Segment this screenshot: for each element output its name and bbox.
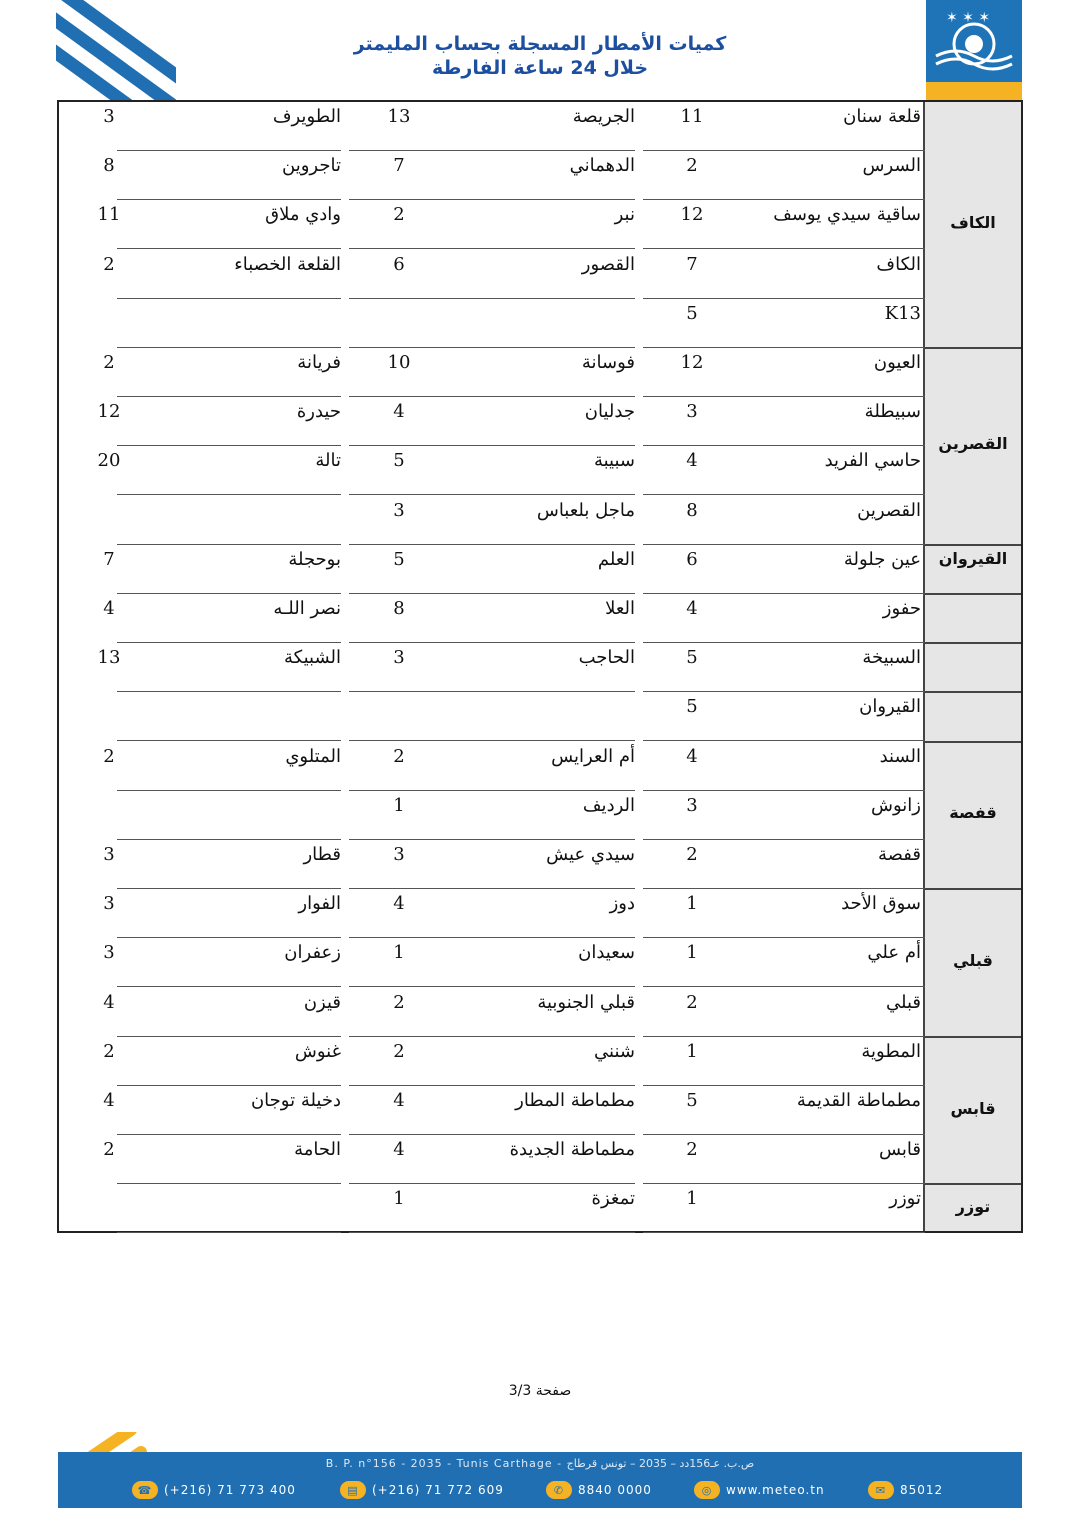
rainfall-value: 12 (97, 401, 121, 423)
footer-hotline-text: 8840 0000 (578, 1483, 652, 1497)
station-name: سبيطلة (864, 401, 921, 423)
table-row (59, 496, 925, 545)
footer-hotline[interactable] (546, 1477, 652, 1503)
station-name: سوق الأحد (841, 893, 921, 915)
station-name: نبر (614, 204, 635, 226)
table-row (59, 200, 925, 249)
rainfall-value: 3 (393, 499, 405, 521)
rainfall-value: 6 (393, 253, 405, 275)
governorate-subdivider (925, 642, 1021, 644)
rainfall-value: 1 (686, 893, 698, 915)
station-name: القصور (581, 253, 635, 275)
station-name: ساقية سيدي يوسف (773, 204, 921, 226)
rainfall-value: 4 (393, 1139, 405, 1161)
station-name: العيون (873, 352, 921, 373)
footer-website[interactable] (694, 1477, 825, 1503)
rainfall-value: 5 (686, 302, 698, 324)
rainfall-value: 4 (686, 450, 698, 472)
globe-icon: ◎ (694, 1481, 720, 1499)
table-row (59, 250, 925, 299)
governorate-label: توزر (955, 1197, 991, 1216)
rainfall-value: 12 (680, 204, 704, 226)
governorate-divider (925, 888, 1021, 890)
footer-bar (58, 1452, 1022, 1508)
rainfall-value: 11 (97, 204, 121, 226)
station-name: K13 (884, 302, 921, 324)
title-line-1: كميات الأمطار المسجلة بحساب المليمتر (353, 33, 727, 55)
station-name: فوسانة (581, 352, 635, 373)
station-name: الكاف (876, 253, 921, 275)
station-name: بوحجلة (288, 548, 341, 570)
station-name: الجريصة (572, 106, 635, 127)
page-title (300, 32, 780, 80)
table-row (59, 840, 925, 889)
table-row (59, 102, 925, 151)
governorate-divider (925, 544, 1021, 546)
station-name: عين جلولة (843, 548, 921, 570)
rainfall-value: 13 (97, 647, 121, 669)
footer-phone[interactable] (132, 1477, 296, 1503)
rainfall-value: 4 (393, 1090, 405, 1111)
rainfall-value: 3 (103, 106, 115, 127)
rainfall-value: 4 (393, 893, 405, 915)
station-name: مطماطة الجديدة (509, 1139, 635, 1161)
station-name: زانوش (871, 794, 921, 816)
table-row (59, 545, 925, 594)
station-name: أم علي (867, 942, 921, 964)
rainfall-value: 10 (387, 352, 411, 373)
station-name: سيدي عيش (546, 844, 635, 865)
rainfall-value: 1 (686, 942, 698, 964)
rainfall-value: 1 (686, 1040, 698, 1062)
rainfall-value: 2 (686, 1139, 698, 1161)
station-name: حيدرة (296, 401, 341, 423)
table-row (59, 1086, 925, 1135)
table-row (59, 889, 925, 938)
station-name: قطار (303, 844, 341, 865)
rainfall-value: 3 (686, 794, 698, 816)
station-name: قلعة سنان (843, 106, 921, 127)
rainfall-value: 4 (103, 598, 115, 619)
footer-website-text: www.meteo.tn (726, 1483, 825, 1497)
station-name: فريانة (297, 352, 341, 373)
station-name: سعيدان (578, 942, 635, 964)
station-name: السند (879, 745, 921, 767)
footer-fax[interactable] (340, 1477, 504, 1503)
rainfall-value: 8 (393, 598, 405, 619)
rainfall-value: 2 (686, 991, 698, 1013)
table-row (59, 446, 925, 495)
station-name: السبيخة (862, 647, 921, 669)
rainfall-value: 4 (103, 991, 115, 1013)
table-row (59, 299, 925, 348)
svg-text:✶ ✶ ✶: ✶ ✶ ✶ (946, 10, 991, 26)
governorate-label: قابس (950, 1098, 996, 1118)
station-name: القصرين (857, 499, 921, 521)
rainfall-value: 3 (103, 844, 115, 865)
governorate-label: قفصة (949, 803, 997, 823)
table-row (59, 1037, 925, 1086)
fax-icon: ▤ (340, 1481, 366, 1499)
institute-logo (926, 0, 1022, 100)
rainfall-value: 1 (393, 942, 405, 964)
rainfall-value: 2 (393, 745, 405, 767)
rainfall-value: 3 (103, 893, 115, 915)
rainfall-value: 7 (103, 548, 115, 570)
rainfall-value: 7 (686, 253, 698, 275)
rainfall-value: 2 (686, 155, 698, 177)
rainfall-table (57, 100, 1023, 1233)
rainfall-value: 2 (393, 991, 405, 1013)
rainfall-value: 2 (103, 253, 115, 275)
rainfall-value: 5 (393, 450, 405, 472)
table-row (59, 692, 925, 741)
station-name: سبيبة (593, 450, 635, 472)
title-line-2: خلال 24 ساعة الفارطة (431, 57, 649, 79)
rainfall-value: 2 (103, 1040, 115, 1062)
table-row (59, 1135, 925, 1184)
footer-address: B. P. n°156 - 2035 - Tunis Carthage - ص.ب. عـ156دد – 2035 – تونس قرطاج (325, 1457, 755, 1470)
rainfall-value: 3 (103, 942, 115, 964)
governorate-divider (925, 741, 1021, 743)
station-name: ماجل بلعباس (536, 499, 635, 521)
station-name: الحامة (294, 1139, 341, 1161)
station-name: مطماطة المطار (515, 1090, 635, 1111)
table-row (59, 348, 925, 397)
governorate-label: قبلي (953, 951, 993, 970)
table-row (59, 594, 925, 643)
table-row (59, 1184, 925, 1233)
table-row (59, 397, 925, 446)
station-name: شنني (594, 1040, 635, 1062)
rainfall-value: 5 (686, 1090, 698, 1111)
table-row (59, 938, 925, 987)
station-name: تالة (315, 450, 341, 472)
station-name: نصر اللـه (273, 598, 341, 619)
station-name: المطوية (861, 1040, 921, 1062)
governorate-subdivider (925, 691, 1021, 693)
governorate-divider (925, 1036, 1021, 1038)
footer-sms-text: 85012 (900, 1483, 944, 1497)
station-name: جدليان (584, 401, 635, 423)
rainfall-value: 2 (103, 352, 115, 373)
rainfall-value: 11 (680, 106, 704, 127)
rainfall-value: 20 (97, 450, 121, 472)
station-name: قفصة (878, 844, 921, 865)
table-row (59, 643, 925, 692)
station-name: السرس (862, 155, 921, 177)
rainfall-value: 1 (393, 794, 405, 816)
footer-sms[interactable] (868, 1477, 943, 1503)
station-name: الرديف (582, 794, 635, 816)
station-name: قابس (878, 1139, 921, 1161)
station-name: الطويرف (272, 106, 341, 127)
rainfall-value: 2 (103, 1139, 115, 1161)
rainfall-value: 5 (686, 647, 698, 669)
station-name: حاسي الفريد (824, 450, 921, 472)
table-row (59, 742, 925, 791)
station-name: دوز (609, 893, 635, 915)
rainfall-value: 3 (393, 844, 405, 865)
rainfall-value: 12 (680, 352, 704, 373)
station-name: القيروان (859, 696, 921, 718)
station-name: العلا (605, 598, 635, 619)
table-row (59, 151, 925, 200)
rainfall-value: 13 (387, 106, 411, 127)
rainfall-value: 3 (393, 647, 405, 669)
rainfall-value: 2 (686, 844, 698, 865)
governorate-divider (925, 347, 1021, 349)
station-name: الشبيكة (284, 647, 341, 669)
governorate-label: القصرين (938, 434, 1008, 454)
station-name: توزر (889, 1188, 921, 1210)
station-name: مطماطة القديمة (796, 1090, 921, 1111)
rainfall-value: 4 (393, 401, 405, 423)
rainfall-value: 6 (686, 548, 698, 570)
station-name: قبلي (886, 991, 921, 1013)
rainfall-value: 8 (686, 499, 698, 521)
rainfall-value: 7 (393, 155, 405, 177)
phone-icon: ☎ (132, 1481, 158, 1499)
rainfall-value: 5 (686, 696, 698, 718)
footer-phone-text: (+216) 71 773 400 (164, 1483, 296, 1497)
footer-fax-text: (+216) 71 772 609 (372, 1483, 504, 1497)
station-name: وادي ملاق (265, 204, 341, 226)
rainfall-value: 2 (393, 204, 405, 226)
rainfall-value: 4 (686, 745, 698, 767)
rainfall-value: 5 (393, 548, 405, 570)
rainfall-value: 2 (393, 1040, 405, 1062)
governorate-column (923, 102, 1021, 1231)
header-stripes-decoration (56, 0, 176, 100)
rainfall-value: 3 (686, 401, 698, 423)
station-name: غنوش (294, 1040, 341, 1062)
page-number: صفحة 3/3 (508, 1383, 572, 1399)
rainfall-value: 4 (686, 598, 698, 619)
rainfall-value: 1 (686, 1188, 698, 1210)
station-name: قيزن (303, 991, 341, 1013)
station-name: أم العرايس (551, 745, 635, 767)
station-name: تاجروين (282, 155, 341, 177)
rainfall-value: 1 (393, 1188, 405, 1210)
sms-icon: ✉ (868, 1481, 894, 1499)
table-row (59, 988, 925, 1037)
governorate-divider (925, 1183, 1021, 1185)
governorate-subdivider (925, 593, 1021, 595)
rainfall-value: 4 (103, 1090, 115, 1111)
station-name: المتلوي (285, 745, 341, 767)
station-name: الفوار (298, 893, 341, 915)
rainfall-value: 2 (103, 745, 115, 767)
station-name: زعفران (284, 942, 341, 964)
station-name: الحاجب (578, 647, 635, 669)
station-name: حفوز (882, 598, 921, 619)
rainfall-value: 8 (103, 155, 115, 177)
station-name: تمغزة (591, 1188, 635, 1210)
station-name: الدهماني (569, 155, 635, 177)
station-name: دخيلة توجان (250, 1090, 341, 1111)
governorate-label: الكاف (950, 213, 996, 232)
table-row (59, 791, 925, 840)
hotline-icon: ✆ (546, 1481, 572, 1499)
station-name: قبلي الجنوبية (537, 991, 635, 1013)
station-name: العلم (597, 548, 635, 570)
governorate-label: القيروان (938, 548, 1008, 568)
station-name: القلعة الخصباء (234, 253, 341, 275)
